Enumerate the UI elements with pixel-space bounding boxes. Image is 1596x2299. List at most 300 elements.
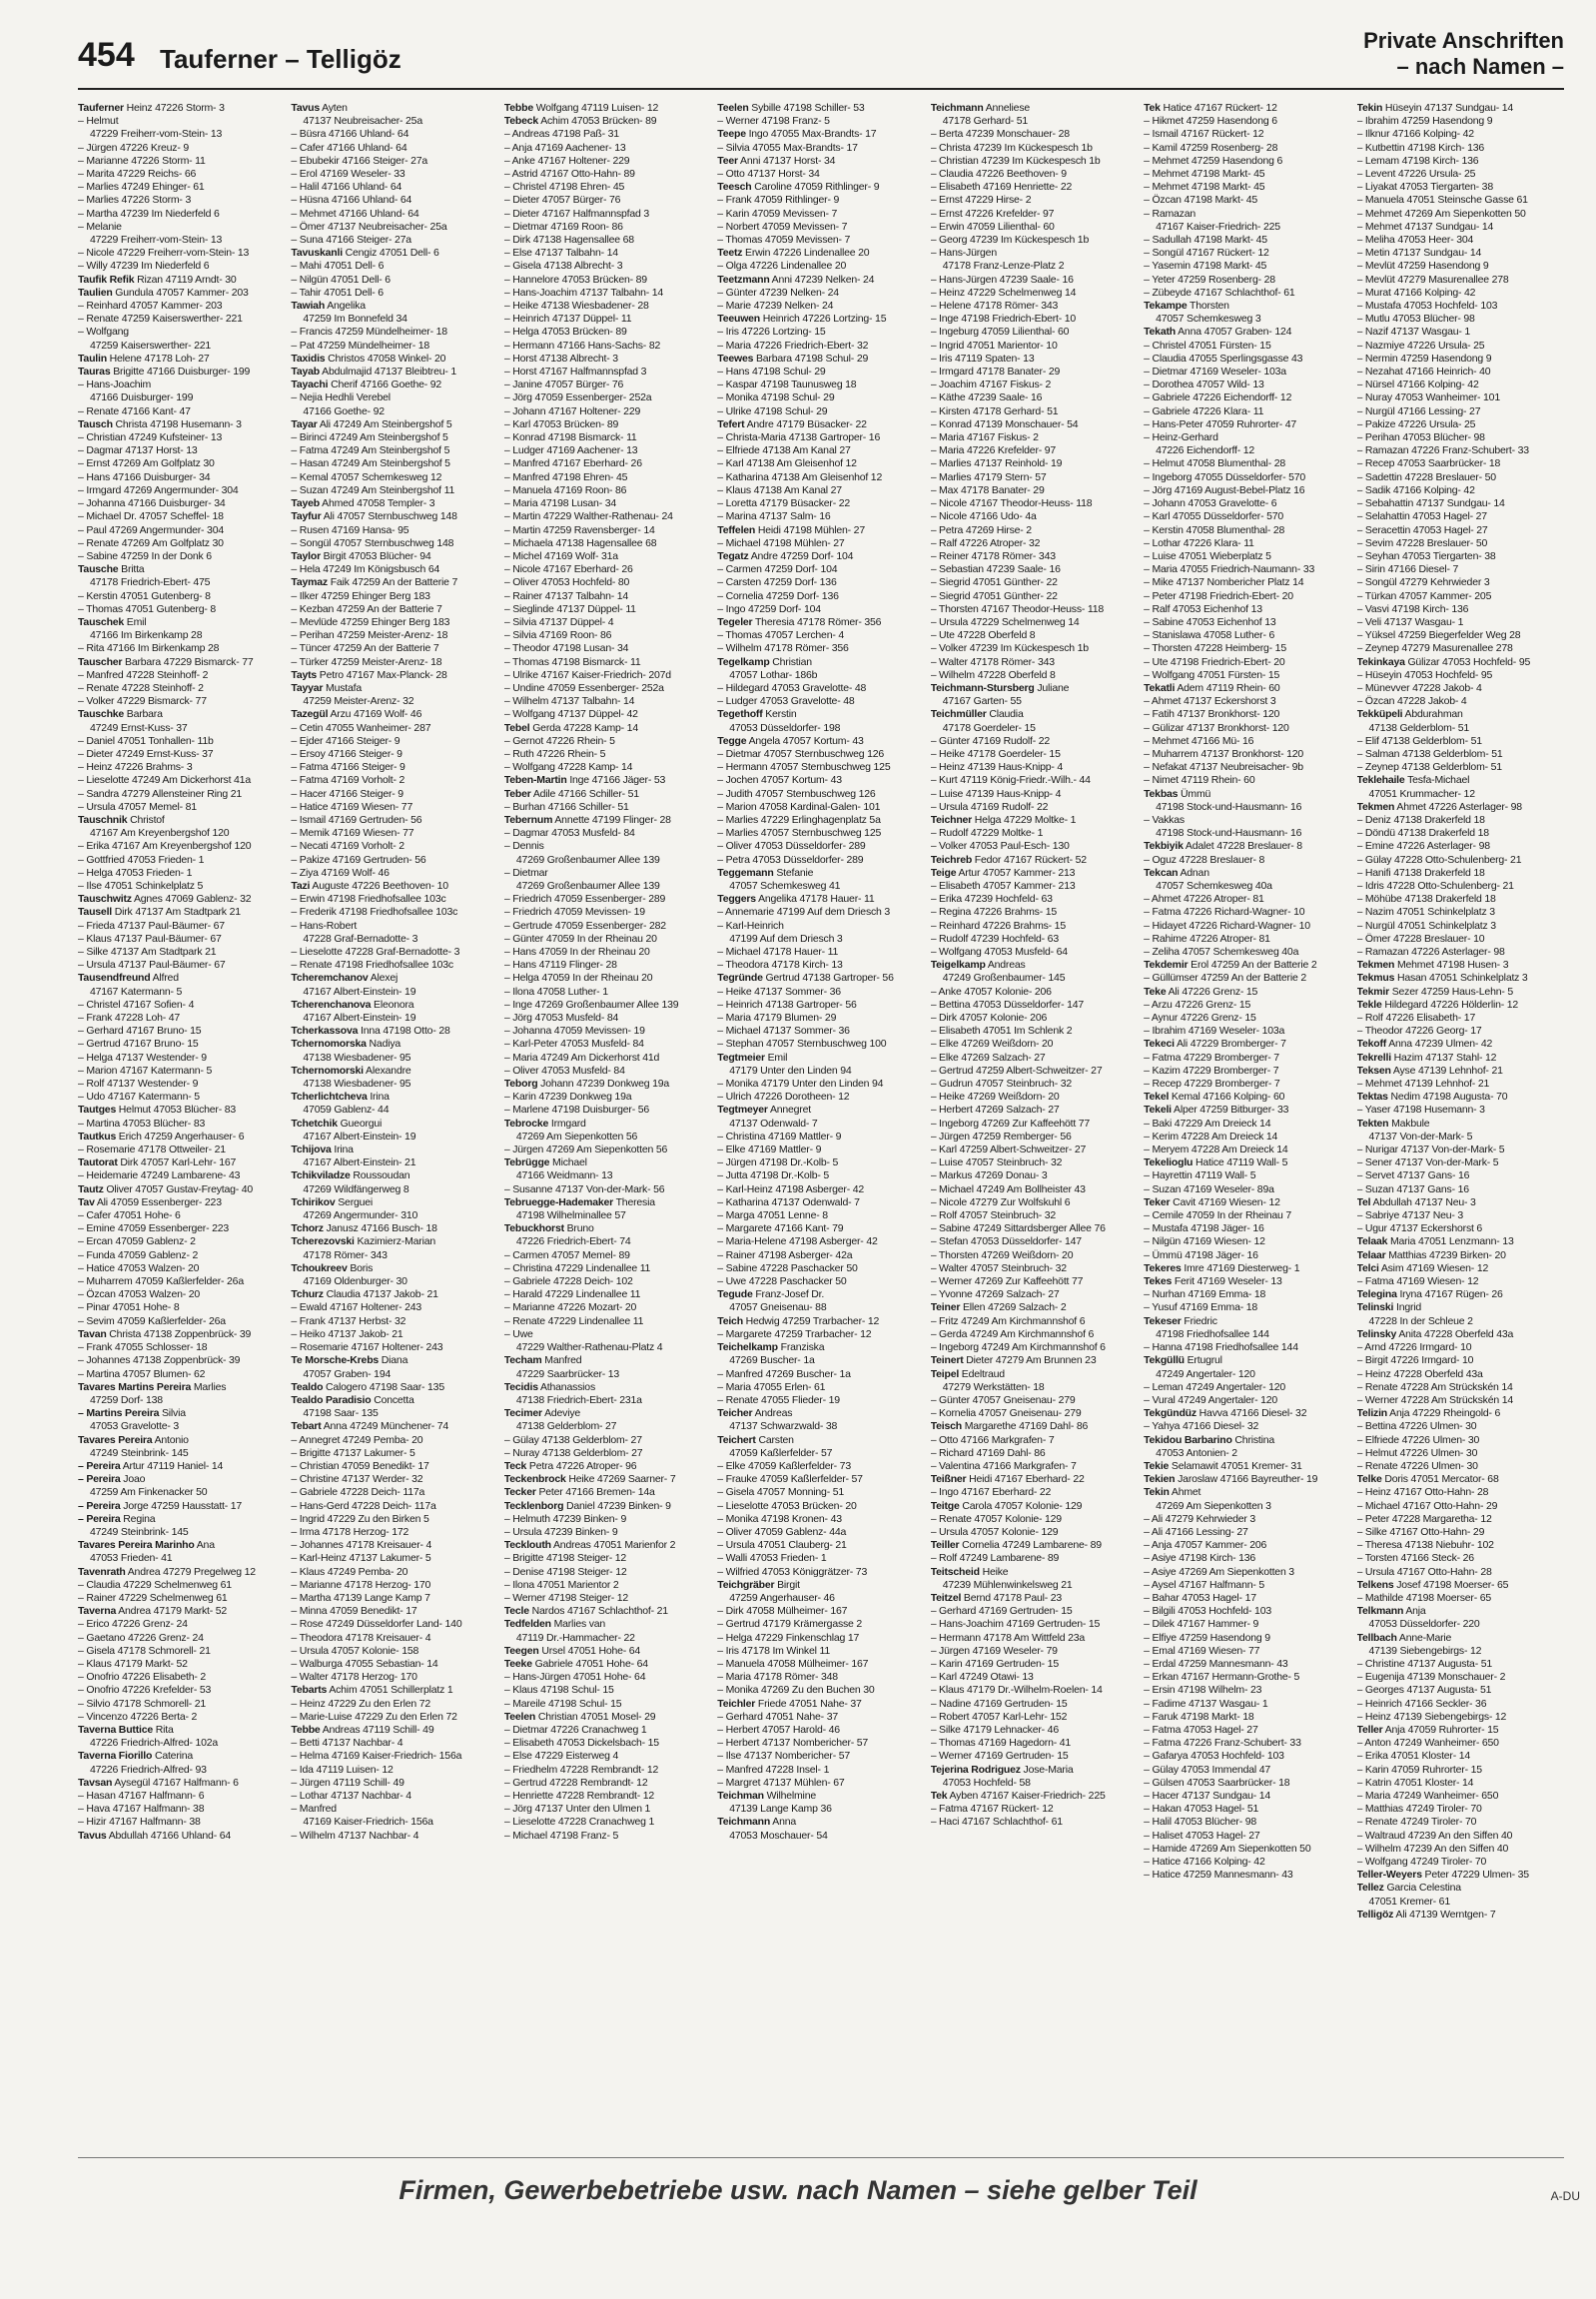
entry-text: Josef 47198 Moerser- 65 <box>1396 1578 1509 1591</box>
entry-surname: Teichreb <box>930 853 973 866</box>
entry-text: – Annegret 47249 Pemba- 20 <box>291 1433 423 1446</box>
directory-entry <box>1144 353 1350 366</box>
directory-entry <box>717 431 924 444</box>
directory-entry-head <box>504 788 711 801</box>
directory-entry <box>78 1025 285 1038</box>
entry-text: 47179 Unter den Linden 94 <box>729 1064 852 1077</box>
directory-entry <box>931 326 1138 339</box>
entry-text: – Friedrich 47059 Mevissen- 19 <box>503 906 645 919</box>
directory-entry <box>78 260 285 273</box>
directory-entry <box>717 391 924 404</box>
entry-surname: Tayachi <box>291 379 329 391</box>
directory-entry <box>717 827 924 840</box>
entry-surname: Telkmann <box>1356 1605 1404 1618</box>
directory-entry <box>717 1658 924 1671</box>
directory-entry-head <box>291 379 497 391</box>
entry-text: – Maria 47226 Krefelder- 97 <box>930 444 1057 457</box>
directory-entry <box>931 1394 1138 1407</box>
directory-entry <box>78 1235 285 1248</box>
directory-entry-head <box>717 1407 924 1420</box>
entry-text: Gertrud 47138 Gartroper- 56 <box>765 972 894 985</box>
directory-entry-head <box>717 893 924 906</box>
directory-column <box>78 102 285 2149</box>
entry-text: – Gülay 47228 Otto-Schulenberg- 21 <box>1356 853 1522 866</box>
directory-entry <box>504 933 711 946</box>
entry-surname: Tebel <box>503 721 530 734</box>
directory-entry-head <box>717 1341 924 1354</box>
entry-surname: Tavsan <box>78 1776 113 1789</box>
entry-text: Heidi 47198 Mühlen- 27 <box>757 523 865 536</box>
entry-text: – Heinz 47228 Oberfeld 43a <box>1356 1367 1483 1380</box>
entry-text: – Herbert 47057 Harold- 46 <box>717 1723 840 1736</box>
directory-entry <box>1357 946 1564 959</box>
entry-text: Nedim 47198 Augusta- 70 <box>1390 1091 1508 1104</box>
directory-entry <box>1144 391 1350 404</box>
directory-entry-head <box>1357 1328 1564 1341</box>
entry-text: Anna <box>772 1816 796 1829</box>
entry-surname: Telci <box>1356 1261 1379 1274</box>
entry-text: Irina <box>334 1144 354 1156</box>
directory-entry <box>291 155 497 168</box>
publication-code: A-DU <box>1550 2189 1580 2203</box>
entry-text: – Heike 47137 Sommer- 36 <box>717 985 841 998</box>
directory-entry <box>931 1104 1138 1117</box>
entry-text: – Helga 47053 Brücken- 89 <box>503 326 627 339</box>
directory-entry <box>504 1249 711 1262</box>
entry-text: – Ramazan 47226 Asterlager- 98 <box>1356 946 1505 958</box>
entry-text: – Annemarie 47199 Auf dem Driesch 3 <box>717 906 891 919</box>
directory-entry <box>931 1196 1138 1209</box>
directory-entry <box>504 1209 711 1222</box>
entry-surname: Tayfur <box>291 510 322 523</box>
directory-entry-head <box>931 854 1138 867</box>
directory-entry-head <box>504 1658 711 1671</box>
directory-entry <box>931 695 1138 708</box>
directory-entry <box>291 405 497 418</box>
entry-text: – Kaspar 47198 Taunusweg 18 <box>717 379 857 391</box>
entry-text: – Renate 47055 Flieder- 19 <box>717 1393 840 1406</box>
directory-entry <box>717 933 924 946</box>
entry-text: – Dirk 47057 Kolonie- 206 <box>930 1012 1048 1025</box>
entry-text: – Hacer 47166 Steiger- 9 <box>291 787 403 800</box>
entry-surname: Tebbe <box>503 102 533 114</box>
entry-surname: Teichelkamp <box>717 1341 778 1354</box>
entry-text: 47119 Dr.-Hammacher- 22 <box>515 1631 635 1644</box>
directory-entry <box>78 1579 285 1592</box>
entry-text: – Ursula 47229 Schelmenweg 14 <box>930 615 1080 628</box>
directory-entry <box>504 1790 711 1803</box>
entry-text: 47137 Schwarzwald- 38 <box>729 1420 838 1433</box>
entry-text: 47167 Kaiser-Friedrich- 225 <box>1156 220 1280 233</box>
entry-surname: Telegina <box>1356 1288 1397 1301</box>
entry-text: – Vakkas <box>1144 813 1185 826</box>
entry-text: – Songül 47167 Rückert- 12 <box>1144 247 1269 260</box>
directory-entry <box>931 1447 1138 1460</box>
entry-surname: Tekmir <box>1356 985 1389 998</box>
entry-text: – Jörg 47137 Unter den Ulmen 1 <box>503 1803 651 1816</box>
entry-surname: Te Morsche-Krebs <box>291 1354 380 1367</box>
directory-entry <box>931 1777 1138 1790</box>
entry-text: – Ute 47228 Oberfeld 8 <box>930 629 1036 642</box>
directory-entry-head <box>931 682 1138 695</box>
entry-text: – Frieda 47137 Paul-Bäumer- 67 <box>78 919 225 932</box>
directory-entry <box>504 1526 711 1539</box>
entry-text: – Jürgen 47169 Weseler- 79 <box>930 1644 1058 1657</box>
directory-entry-head <box>1144 1091 1350 1104</box>
entry-text: Ingo 47055 Max-Brandts- 17 <box>748 128 877 141</box>
directory-entry <box>931 1618 1138 1631</box>
entry-text: – Renate 47229 Lindenallee 11 <box>503 1314 644 1327</box>
entry-text: Hedwig 47259 Trarbacher- 12 <box>745 1314 880 1327</box>
directory-entry <box>291 933 497 946</box>
entry-text: Hüseyin 47137 Sundgau- 14 <box>1384 102 1514 114</box>
directory-entry <box>78 497 285 510</box>
entry-text: Andrea 47179 Markt- 52 <box>118 1605 228 1618</box>
directory-entry <box>504 1737 711 1750</box>
entry-text: – Nicole 47166 Udo- 4a <box>930 510 1037 523</box>
directory-entry <box>1144 1394 1350 1407</box>
directory-entry <box>1144 1235 1350 1248</box>
entry-text: – Perihan 47053 Blücher- 98 <box>1356 431 1485 444</box>
entry-text: Dirk 47137 Am Stadtpark 21 <box>114 906 241 919</box>
entry-text: – Renate 47198 Friedhofsallee 103c <box>291 959 453 972</box>
directory-entry <box>931 801 1138 814</box>
directory-entry-head <box>291 1420 497 1433</box>
directory-entry <box>717 788 924 801</box>
directory-entry <box>1144 1750 1350 1763</box>
directory-entry <box>291 537 497 550</box>
entry-text: – Marion 47058 Kardinal-Galen- 101 <box>717 800 881 813</box>
directory-entry-head <box>291 247 497 260</box>
entry-text: – Christian 47059 Benedikt- 17 <box>291 1459 429 1472</box>
entry-text: – Funda 47059 Gablenz- 2 <box>78 1248 199 1261</box>
entry-text: – Büsra 47166 Uhland- 64 <box>291 128 409 141</box>
directory-entry-head <box>504 774 711 787</box>
entry-text: – Hans-Peter 47059 Ruhrorter- 47 <box>1144 417 1297 430</box>
directory-entry <box>1357 234 1564 247</box>
directory-entry-head <box>717 708 924 721</box>
directory-entry <box>717 920 924 933</box>
directory-entry <box>78 155 285 168</box>
entry-text: – Mike 47137 Nombericher Platz 14 <box>1144 576 1304 589</box>
directory-entry-head <box>291 1235 497 1248</box>
entry-text: – Gottfried 47053 Frieden- 1 <box>78 853 205 866</box>
entry-text: – Ulrich 47226 Dorotheen- 12 <box>717 1091 850 1104</box>
entry-text: – Walter 47057 Steinbruch- 32 <box>930 1261 1067 1274</box>
directory-entry <box>1357 1658 1564 1671</box>
entry-text: – Theodor 47226 Georg- 17 <box>1356 1025 1482 1038</box>
directory-entry <box>504 1764 711 1777</box>
directory-entry <box>1357 1500 1564 1513</box>
entry-text: – Hela 47249 Im Königsbusch 64 <box>291 563 440 576</box>
directory-entry <box>291 128 497 141</box>
entry-surname: Telkens <box>1356 1578 1394 1591</box>
entry-text: – Rolf 47249 Lambarene- 89 <box>930 1552 1060 1565</box>
directory-entry <box>1144 1420 1350 1433</box>
entry-text: Doris 47051 Mercator- 68 <box>1384 1473 1499 1486</box>
entry-text: – Luise 47139 Haus-Knipp- 4 <box>930 787 1062 800</box>
entry-text: Anita 47228 Oberfeld 43a <box>1398 1327 1514 1340</box>
entry-text: – Hannelore 47053 Brücken- 89 <box>503 273 647 286</box>
directory-entry <box>291 1341 497 1354</box>
entry-text: 47137 Odenwald- 7 <box>729 1117 818 1130</box>
entry-text: – Nimet 47119 Rhein- 60 <box>1144 774 1255 787</box>
entry-text: – Monika 47198 Schul- 29 <box>717 391 835 404</box>
directory-entry <box>291 814 497 827</box>
entry-text: – Kutbettin 47198 Kirch- 136 <box>1356 141 1485 154</box>
directory-entry <box>1144 801 1350 814</box>
entry-text: – Möhübe 47138 Drakerfeld 18 <box>1356 893 1496 906</box>
directory-entry <box>78 1354 285 1367</box>
directory-entry <box>717 1156 924 1169</box>
entry-text: – Helmut 47226 Ulmen- 30 <box>1356 1446 1478 1459</box>
entry-text: – Türker 47259 Meister-Arenz- 18 <box>291 655 442 668</box>
entry-text: – Marlies 47137 Reinhold- 19 <box>930 457 1063 470</box>
directory-entry <box>1144 590 1350 603</box>
directory-entry <box>931 1222 1138 1235</box>
entry-text: – Johanna 47059 Mevissen- 19 <box>503 1025 645 1038</box>
entry-text: Michael <box>552 1156 587 1169</box>
entry-surname: Tebernum <box>503 813 553 826</box>
entry-text: Abdulmajid 47137 Bleibtreu- 1 <box>322 366 457 379</box>
entry-text: – Ilona 47058 Luther- 1 <box>503 985 608 998</box>
directory-entry <box>1144 274 1350 287</box>
entry-text: – Margarete 47259 Trarbacher- 12 <box>717 1327 872 1340</box>
entry-text: – Michael 47178 Hauer- 11 <box>717 946 839 958</box>
entry-text: – Werner 47198 Steiger- 12 <box>503 1591 629 1604</box>
entry-text: Hatice 47119 Wall- 5 <box>1195 1156 1288 1169</box>
entry-text: – Luise 47057 Steinbruch- 32 <box>930 1156 1063 1169</box>
directory-entry <box>78 379 285 391</box>
directory-entry <box>291 1750 497 1763</box>
directory-entry <box>291 524 497 537</box>
directory-entry <box>717 194 924 207</box>
directory-entry <box>504 642 711 655</box>
directory-entry <box>504 1394 711 1407</box>
directory-entry <box>931 1012 1138 1025</box>
directory-entry <box>931 788 1138 801</box>
directory-entry-head <box>1144 959 1350 972</box>
directory-entry <box>1357 827 1564 840</box>
directory-entry-head <box>1357 1065 1564 1078</box>
entry-text: Gueorgui <box>340 1117 383 1130</box>
entry-text: – Ömer 47228 Breslauer- 10 <box>1356 932 1485 945</box>
directory-entry <box>1357 1025 1564 1038</box>
entry-surname: Telligöz <box>1356 1908 1394 1920</box>
entry-text: – Valentina 47166 Markgrafen- 7 <box>930 1459 1077 1472</box>
directory-entry <box>1144 1684 1350 1697</box>
directory-column <box>1144 102 1350 2149</box>
entry-text: – Rahime 47226 Atroper- 81 <box>1144 932 1270 945</box>
directory-entry <box>291 208 497 221</box>
directory-entry-head <box>291 999 497 1012</box>
directory-entry <box>78 234 285 247</box>
entry-text: – Meliha 47053 Heer- 304 <box>1356 234 1474 247</box>
entry-surname: Tekeres <box>1144 1261 1182 1274</box>
directory-entry <box>291 1447 497 1460</box>
directory-entry <box>1144 1513 1350 1526</box>
entry-surname: Tekle <box>1356 998 1382 1011</box>
entry-text: – Jürgen 47269 Am Siepenkotten 56 <box>503 1144 668 1156</box>
entry-text: – Oliver 47053 Musfeld- 84 <box>503 1064 625 1077</box>
directory-entry <box>931 208 1138 221</box>
entry-text: – Hans 47119 Flinger- 28 <box>503 959 617 972</box>
entry-text: – Gabriele 47226 Klara- 11 <box>1144 404 1264 417</box>
entry-text: – Luise 47051 Wieberplatz 5 <box>1144 549 1271 562</box>
entry-text: – Ernst 47229 Hirse- 2 <box>930 194 1032 207</box>
directory-entry <box>1357 1790 1564 1803</box>
entry-surname: Tchikviladze <box>291 1169 351 1182</box>
entry-surname: Tchoukreev <box>291 1261 348 1274</box>
directory-entry <box>1357 563 1564 576</box>
entry-text: – Frank 47059 Rithlinger- 9 <box>717 194 840 207</box>
entry-text: – Heinrich 47137 Düppel- 11 <box>503 313 632 326</box>
directory-entry <box>504 563 711 576</box>
entry-text: 47226 Friedrich-Alfred- 102a <box>90 1737 219 1750</box>
directory-entry <box>1144 1737 1350 1750</box>
directory-entry <box>291 959 497 972</box>
directory-entry <box>291 1816 497 1829</box>
directory-entry-head <box>291 366 497 379</box>
entry-text: – Renate 47269 Am Golfplatz 30 <box>78 536 224 549</box>
directory-entry <box>504 656 711 669</box>
entry-text: – Frank 47055 Schlosser- 18 <box>78 1341 208 1354</box>
entry-surname: Teichmüller <box>930 708 987 721</box>
entry-text: – Ilse 47051 Schinkelplatz 5 <box>78 879 204 892</box>
directory-entry <box>931 1169 1138 1182</box>
directory-entry-head <box>1144 1486 1350 1499</box>
directory-entry <box>931 1341 1138 1354</box>
entry-text: – Katharina 47137 Odenwald- 7 <box>717 1195 860 1208</box>
entry-surname: Tekeser <box>1144 1314 1182 1327</box>
entry-text: Christian <box>772 655 812 668</box>
entry-surname: Tegethoff <box>717 708 763 721</box>
entry-text: – Rolf 47226 Elisabeth- 17 <box>1356 1012 1476 1025</box>
directory-entry-head <box>931 814 1138 827</box>
entry-surname: Tchernomorski <box>291 1064 364 1077</box>
entry-text: Angelika <box>327 300 366 313</box>
entry-text: Cengiz 47051 Dell- 6 <box>345 247 439 260</box>
entry-text: – Oguz 47228 Breslauer- 8 <box>1144 853 1265 866</box>
directory-entry <box>717 1354 924 1367</box>
entry-text: Gabriele 47051 Hohe- 64 <box>534 1657 648 1670</box>
entry-text: Inna 47198 Otto- 28 <box>361 1025 450 1038</box>
directory-entry <box>504 1447 711 1460</box>
entry-text: – Yasemin 47198 Markt- 45 <box>1144 260 1267 273</box>
entry-text: 47259 Angerhauser- 46 <box>729 1591 835 1604</box>
entry-surname: Tegeler <box>717 615 753 628</box>
entry-text: Artur 47119 Haniel- 14 <box>122 1459 224 1472</box>
entry-text: – Ulrike 47167 Kaiser-Friedrich- 207d <box>503 668 671 681</box>
entry-surname: Teichler <box>717 1697 756 1710</box>
entry-text: 47053 Moschauer- 54 <box>729 1829 828 1842</box>
directory-entry <box>1144 576 1350 589</box>
entry-surname: Taulin <box>78 352 107 365</box>
directory-entry <box>291 788 497 801</box>
directory-entry-head <box>1357 1579 1564 1592</box>
entry-text: Tesfa-Michael <box>1407 774 1470 787</box>
entry-text: – Ümmü 47198 Jäger- 16 <box>1144 1248 1258 1261</box>
entry-text: – Karl 47259 Albert-Schweitzer- 27 <box>930 1144 1087 1156</box>
entry-text: – Hasan 47167 Halfmann- 6 <box>78 1790 205 1802</box>
directory-entry <box>717 1764 924 1777</box>
entry-surname: Taymaz <box>291 576 328 589</box>
entry-text: – Waltraud 47239 An den Siffen 40 <box>1356 1829 1513 1842</box>
entry-text: – Friedrich 47059 Essenberger- 289 <box>503 893 666 906</box>
directory-entry <box>78 576 285 589</box>
entry-text: – Werner 47228 Am Strückskén 14 <box>1356 1393 1513 1406</box>
entry-text: 47178 Friedrich-Ebert- 475 <box>90 576 211 589</box>
entry-text: – Wilhelm 47239 An den Siffen 40 <box>1356 1842 1509 1855</box>
entry-text: – Michael Dr. 47057 Scheffel- 18 <box>78 510 224 523</box>
directory-entry-head <box>717 1288 924 1301</box>
entry-text: – Kerstin 47051 Gutenberg- 8 <box>78 589 211 602</box>
entry-text: – Ernst 47269 Am Golfplatz 30 <box>78 457 215 470</box>
directory-entry <box>717 629 924 642</box>
directory-entry-head <box>78 1381 285 1394</box>
entry-text: – Birinci 47249 Am Steinbergshof 5 <box>291 431 448 444</box>
entry-text: – Ahmet 47137 Eckershorst 3 <box>1144 695 1276 708</box>
directory-entry-head <box>717 1052 924 1065</box>
entry-text: – Ursula 47051 Clauberg- 21 <box>717 1539 847 1552</box>
entry-text: 47167 Am Kreyenbergshof 120 <box>90 827 230 840</box>
entry-text: – Nefakat 47137 Neubreisacher- 9b <box>1144 761 1303 774</box>
directory-entry-head <box>1144 840 1350 853</box>
entry-text: Andreas 47119 Schill- 49 <box>322 1723 434 1736</box>
entry-text: – Norbert 47059 Mevissen- 7 <box>717 220 848 233</box>
entry-text: – Michael 47137 Sommer- 36 <box>717 1025 850 1038</box>
directory-entry <box>291 1803 497 1816</box>
entry-text: – Ugur 47137 Eckershorst 6 <box>1356 1222 1483 1235</box>
directory-entry <box>1144 1632 1350 1645</box>
entry-surname: Tauscher <box>78 655 123 668</box>
directory-entry <box>78 1394 285 1407</box>
directory-entry <box>931 1262 1138 1275</box>
entry-text: – Yaser 47198 Husemann- 3 <box>1356 1104 1485 1117</box>
entry-text: – Dagmar 47053 Musfeld- 84 <box>503 827 635 840</box>
entry-text: Helene 47178 Loh- 27 <box>109 352 210 365</box>
entry-text: Wolfgang 47119 Luisen- 12 <box>535 102 659 114</box>
directory-entry <box>1357 1104 1564 1117</box>
entry-surname: Teitge <box>930 1499 960 1512</box>
directory-entry <box>1357 366 1564 379</box>
directory-entry <box>1357 181 1564 194</box>
directory-entry <box>504 972 711 985</box>
entry-text: – Manfred 47198 Ehren- 45 <box>503 470 628 483</box>
directory-entry-head <box>291 1025 497 1038</box>
entry-text: – Sabine 47259 In der Donk 6 <box>78 549 212 562</box>
entry-text: – Theresa 47138 Niebuhr- 102 <box>1356 1539 1494 1552</box>
directory-entry <box>291 194 497 207</box>
entry-text: Emil <box>767 1051 788 1064</box>
entry-text: – Heinz 47229 Zu den Erlen 72 <box>291 1697 430 1710</box>
entry-surname: Tayeb <box>291 497 320 510</box>
entry-text: – Heidemarie 47249 Lambarene- 43 <box>78 1169 241 1182</box>
directory-entry <box>717 695 924 708</box>
entry-text: – Asiye 47269 Am Siepenkotten 3 <box>1144 1565 1294 1578</box>
directory-entry <box>291 181 497 194</box>
directory-entry <box>291 1777 497 1790</box>
entry-surname: Telke <box>1356 1473 1382 1486</box>
entry-text: – Günter 47239 Nelken- 24 <box>717 286 839 299</box>
entry-surname: Teer <box>717 154 738 167</box>
directory-entry <box>504 959 711 972</box>
directory-entry <box>931 1711 1138 1724</box>
entry-text: – Ercan 47059 Gablenz- 2 <box>78 1235 196 1248</box>
directory-entry <box>504 986 711 999</box>
entry-surname: Tazi <box>291 879 311 892</box>
entry-surname: Teitzel <box>930 1591 962 1604</box>
